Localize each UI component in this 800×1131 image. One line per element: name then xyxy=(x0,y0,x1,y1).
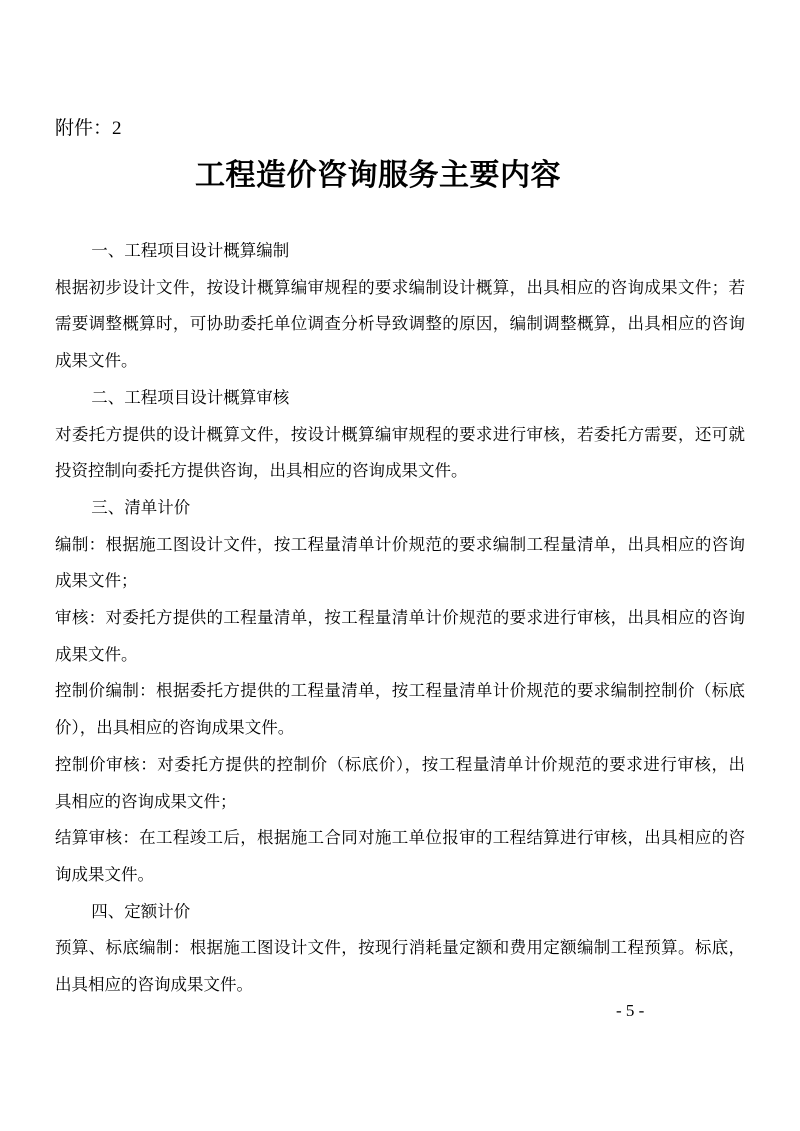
paragraph-line: 结算审核：在工程竣工后，根据施工合同对施工单位报审的工程结算进行审核，出具相应的咨 xyxy=(55,828,745,848)
paragraph-line: 具相应的咨询成果文件； xyxy=(55,791,237,811)
paragraph-line: 出具相应的咨询成果文件。 xyxy=(55,975,253,995)
paragraph-line: 根据初步设计文件，按设计概算编审规程的要求编制设计概算，出具相应的咨询成果文件；若 xyxy=(55,277,745,297)
section-heading: 四、定额计价 xyxy=(91,901,191,921)
paragraph-line: 控制价编制：根据委托方提供的工程量清单，按工程量清单计价规范的要求编制控制价（标底 xyxy=(55,681,745,701)
paragraph-line: 编制：根据施工图设计文件，按工程量清单计价规范的要求编制工程量清单，出具相应的咨询 xyxy=(55,534,745,554)
paragraph-line: 成果文件； xyxy=(55,571,138,591)
page-number: - 5 - xyxy=(616,1001,645,1020)
paragraph-line: 审核：对委托方提供的工程量清单，按工程量清单计价规范的要求进行审核，出具相应的咨询 xyxy=(55,608,745,628)
paragraph-line: 成果文件。 xyxy=(55,351,138,371)
paragraph-line: 询成果文件。 xyxy=(55,864,154,884)
page-title: 工程造价咨询服务主要内容 xyxy=(195,159,561,192)
paragraph-line: 控制价审核：对委托方提供的控制价（标底价），按工程量清单计价规范的要求进行审核，出 xyxy=(55,754,745,774)
attachment-label: 附件：2 xyxy=(55,118,122,139)
section-heading: 一、工程项目设计概算编制 xyxy=(91,241,290,260)
paragraph-line: 需要调整概算时，可协助委托单位调查分析导致调整的原因，编制调整概算，出具相应的咨询 xyxy=(55,314,745,334)
section-heading: 三、清单计价 xyxy=(91,497,191,517)
section-heading: 二、工程项目设计概算审核 xyxy=(91,387,290,407)
paragraph-line: 投资控制向委托方提供咨询，出具相应的咨询成果文件。 xyxy=(55,461,468,481)
document-body xyxy=(55,233,745,1004)
paragraph-line: 对委托方提供的设计概算文件，按设计概算编审规程的要求进行审核，若委托方需要，还可就 xyxy=(55,424,745,444)
paragraph-line: 成果文件。 xyxy=(55,644,138,664)
paragraph-line: 价），出具相应的咨询成果文件。 xyxy=(55,718,295,738)
paragraph-line: 预算、标底编制：根据施工图设计文件，按现行消耗量定额和费用定额编制工程预算。标底， xyxy=(55,938,745,958)
